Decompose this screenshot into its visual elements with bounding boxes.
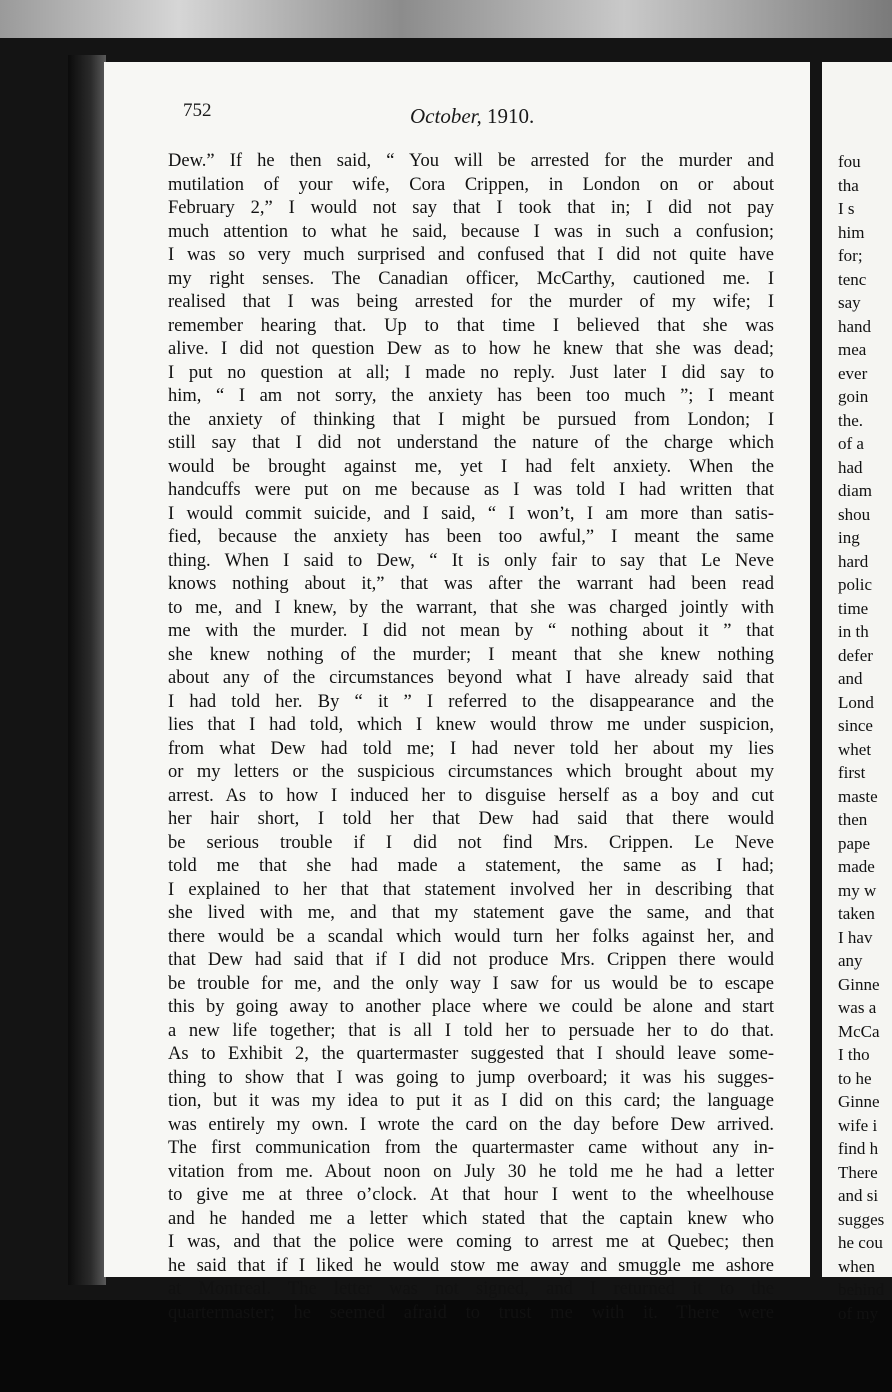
right-page-text-line: mea xyxy=(838,340,867,359)
right-page-text-line: was a xyxy=(838,998,877,1017)
text-line: be serious trouble if I did not find Mrs. Crippen. Le Neve xyxy=(168,832,774,853)
right-page-text-line: any xyxy=(838,951,863,970)
right-page-text-line: whet xyxy=(838,739,872,759)
right-page-text-line: the. xyxy=(838,410,864,430)
text-line: she lived with me, and that my statement gave the same, and that xyxy=(168,903,774,923)
right-page-text-line: tha xyxy=(838,175,859,195)
right-page-text-line: sugges xyxy=(838,1209,885,1229)
text-line: that Dew had said that if I did not produce Mrs. Crippen there would xyxy=(168,950,774,970)
right-page-text-line: since xyxy=(838,716,873,735)
text-line: I would commit suicide, and I said, “ I won’t, I am more than satis- xyxy=(168,503,774,524)
text-line: told me that she had made a statement, the same as I had; xyxy=(168,856,774,876)
text-line: he said that if I liked he would stow me away and smuggle me ashore xyxy=(168,1255,774,1276)
text-line: a new life together; that is all I told her to persuade her to do that. xyxy=(168,1020,774,1041)
right-page-text-line: him xyxy=(838,222,865,242)
text-line: I put no question at all; I made no reply. Just later I did say to xyxy=(168,362,774,383)
text-line: my right senses. The Canadian officer, McCarthy, cautioned me. I xyxy=(168,268,774,289)
right-page-text-line: fou xyxy=(838,152,861,171)
text-line: lies that I had told, which I knew would throw me under suspicion, xyxy=(168,715,774,735)
right-page-text-line: in th xyxy=(838,622,869,641)
text-line: The first communication from the quartermaster came without any in- xyxy=(168,1138,774,1158)
text-line: I had told her. By “ it ” I referred to the disappearance and the xyxy=(168,691,774,712)
right-page-text-line: had xyxy=(838,457,863,477)
text-line: the anxiety of thinking that I might be pursued from London; I xyxy=(168,409,774,430)
text-line: and he handed me a letter which stated that the captain knew who xyxy=(168,1208,774,1229)
text-line: much attention to what he said, because I was in such a confusion; xyxy=(168,221,774,242)
text-line: at Montreal. The letter was not signed, and I returned it to the xyxy=(168,1279,774,1299)
right-page-text-line: wife i xyxy=(838,1115,878,1135)
text-line: knows nothing about it,” that was after the warrant had been read xyxy=(168,574,774,594)
right-page-text-line: tenc xyxy=(838,269,867,289)
right-page-text-line: polic xyxy=(838,575,872,594)
text-line: fied, because the anxiety has been too awful,” I meant the same xyxy=(168,527,774,547)
right-page-text-line: diam xyxy=(838,481,872,500)
text-line: about any of the circumstances beyond what I have already said that xyxy=(168,668,774,688)
right-page-text-line: first xyxy=(838,763,866,782)
right-page-text-line: I hav xyxy=(838,927,873,947)
text-line: remember hearing that. Up to that time I believed that she was xyxy=(168,315,774,336)
right-page-text-line: There xyxy=(838,1162,878,1182)
right-page-text-line: when xyxy=(838,1256,875,1276)
page-top-edge xyxy=(0,0,892,38)
text-line: was entirely my own. I wrote the card on the day before Dew arrived. xyxy=(168,1114,774,1135)
book-binding-shadow xyxy=(68,55,106,1285)
right-page-text-line: goin xyxy=(838,387,869,406)
text-line: to me, and I knew, by the warrant, that she was charged jointly with xyxy=(168,597,774,618)
page-number: 752 xyxy=(183,100,212,121)
right-page-text-line: hand xyxy=(838,316,872,336)
text-line: from what Dew had told me; I had never told her about my lies xyxy=(168,738,774,759)
right-page-text-line: made xyxy=(838,857,875,876)
text-line: I was, and that the police were coming to arrest me at Quebec; then xyxy=(168,1232,774,1252)
right-page-text-line: ing xyxy=(838,528,860,547)
right-page-text-line: of my xyxy=(838,1303,879,1323)
text-line: tion, but it was my idea to put it as I did on this card; the language xyxy=(168,1091,774,1111)
right-page-text-line: I s xyxy=(838,199,855,218)
right-page-text-line: then xyxy=(838,810,868,829)
right-page-text-line: pape xyxy=(838,833,871,853)
right-page-text-line: maste xyxy=(838,786,878,806)
text-line: there would be a scandal which would turn her folks against her, and xyxy=(168,926,774,947)
text-line: handcuffs were put on me because as I was told I had written that xyxy=(168,480,774,500)
text-line: realised that I was being arrested for the murder of my wife; I xyxy=(168,292,774,312)
text-line: this by going away to another place where we could be alone and start xyxy=(168,997,774,1017)
text-line: As to Exhibit 2, the quartermaster suggested that I should leave some- xyxy=(168,1044,774,1064)
text-line: mutilation of your wife, Cora Crippen, in London on or about xyxy=(168,174,774,195)
running-head-year: 1910. xyxy=(487,104,535,128)
text-line: her hair short, I told her that Dew had said that there would xyxy=(168,809,774,829)
text-line: to give me at three o’clock. At that hour I went to the wheelhouse xyxy=(168,1185,774,1205)
right-page-text-line: to he xyxy=(838,1068,872,1088)
right-page-text-line: I tho xyxy=(838,1045,870,1064)
body-text xyxy=(168,150,774,1325)
right-page-text-line: taken xyxy=(838,904,875,923)
text-line: quartermaster; he seemed afraid to trust me with it. There were xyxy=(168,1302,774,1323)
text-line: be trouble for me, and the only way I saw for us would be to escape xyxy=(168,973,774,994)
right-page-text-line: shou xyxy=(838,504,871,524)
right-page-text-line: time xyxy=(838,598,869,618)
running-head-month: October, xyxy=(410,104,482,128)
right-page-text-line: hard xyxy=(838,551,869,571)
text-line: Dew.” If he then said, “ You will be arrested for the murder and xyxy=(168,151,774,171)
text-line: alive. I did not question Dew as to how he knew that she was dead; xyxy=(168,339,774,359)
right-page-text-line: Lond xyxy=(838,692,874,712)
right-page-text-line: behind xyxy=(838,1280,885,1299)
right-page-text-line: Ginne xyxy=(838,1092,880,1111)
text-line: I was so very much surprised and confused that I did not quite have xyxy=(168,245,774,265)
right-page-text-line: find h xyxy=(838,1139,879,1158)
right-page-text-fragments xyxy=(838,150,892,1325)
text-line: arrest. As to how I induced her to disguise herself as a boy and cut xyxy=(168,785,774,806)
text-line: vitation from me. About noon on July 30 he told me he had a letter xyxy=(168,1161,774,1182)
text-line: still say that I did not understand the nature of the charge which xyxy=(168,433,774,453)
text-line: I explained to her that that statement involved her in describing that xyxy=(168,879,774,900)
text-line: him, “ I am not sorry, the anxiety has been too much ”; I meant xyxy=(168,386,774,406)
text-line: February 2,” I would not say that I took that in; I did not pay xyxy=(168,198,774,218)
right-page-text-line: and xyxy=(838,669,863,688)
text-line: thing. When I said to Dew, “ It is only fair to say that Le Neve xyxy=(168,550,774,571)
text-line: or my letters or the suspicious circumstances which brought about my xyxy=(168,762,774,782)
right-page-text-line: of a xyxy=(838,434,864,453)
right-page-text-line: say xyxy=(838,293,861,312)
right-page-text-line: he cou xyxy=(838,1233,883,1252)
text-line: would be brought against me, yet I had felt anxiety. When the xyxy=(168,456,774,477)
text-line: thing to show that I was going to jump overboard; it was his sugges- xyxy=(168,1067,774,1088)
right-page-text-line: and si xyxy=(838,1186,879,1205)
right-page-text-line: Ginne xyxy=(838,974,880,994)
text-line: me with the murder. I did not mean by “ nothing about it ” that xyxy=(168,621,774,641)
right-page-text-line: ever xyxy=(838,363,868,383)
running-head xyxy=(410,104,534,129)
right-page-text-line: defer xyxy=(838,645,873,665)
right-page-text-line: for; xyxy=(838,246,863,265)
right-page-text-line: McCa xyxy=(838,1021,880,1041)
text-line: she knew nothing of the murder; I meant that she knew nothing xyxy=(168,644,774,665)
right-page-text-line: my w xyxy=(838,880,877,900)
